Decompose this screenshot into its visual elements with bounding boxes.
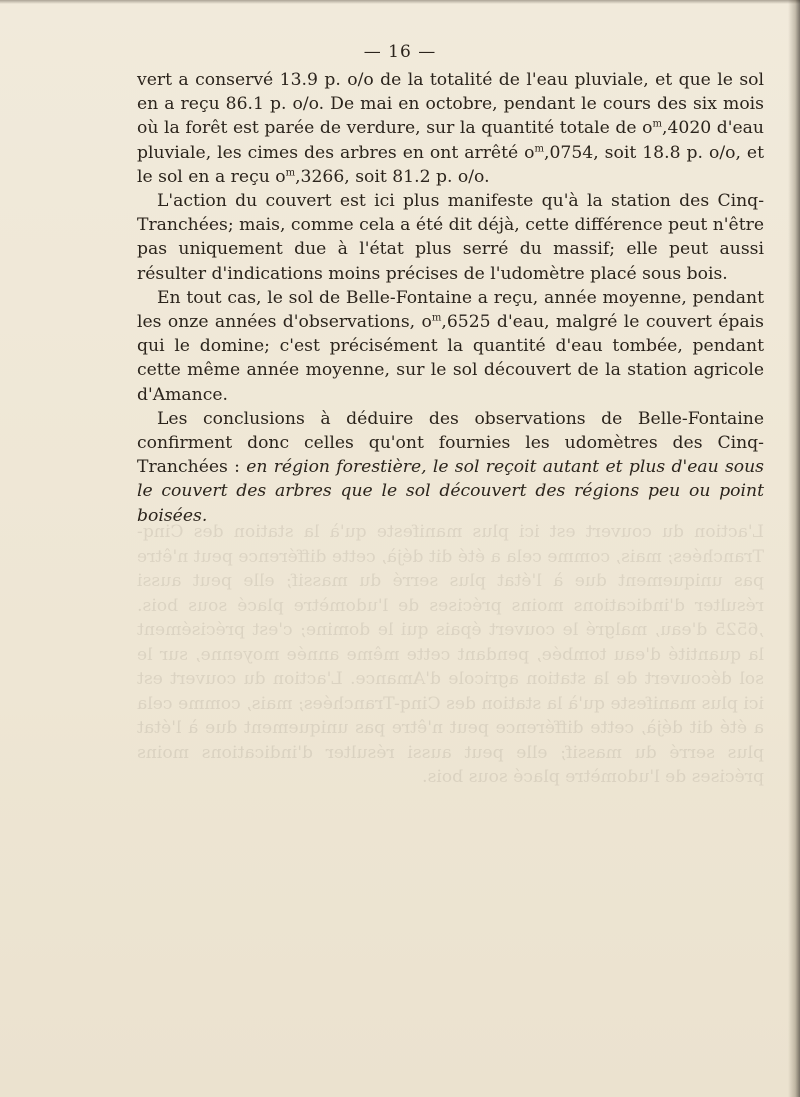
paragraph-1: [137, 68, 764, 189]
page-top-edge: [0, 0, 800, 4]
paragraph-1-text-b: ,4020 d'eau pluviale, les cimes des arbres en ont arrêté o: [137, 118, 764, 163]
unit-superscript: m: [431, 312, 442, 324]
paragraph-2: L'action du couvert est ici plus manifeste qu'à la station des Cinq-Tranchées; mais, comme cela a été dit déjà, cette différence peut n'être pas uniquement due à l'état plus serré du massif; elle peut aussi résulter d'indications moins précises de l'udomètre placé sous bois.: [137, 191, 764, 284]
paragraph-4: [137, 407, 764, 528]
paragraph-4-text: Les conclusions à déduire des observations de Belle-Fontaine confirment donc celles qu'ont fournies les udomètres des Cinq-Tranchées :: [137, 408, 764, 478]
page-number: — 16 —: [363, 42, 437, 62]
unit-superscript: m: [534, 142, 545, 154]
paragraph-3: [137, 286, 764, 407]
unit-superscript: m: [652, 118, 662, 130]
body-text: [137, 68, 764, 528]
paragraph-4-conclusion-italic: en région forestière, le sol reçoit autant et plus d'eau sous le couvert des arbres que le sol découvert des régions peu ou point boisées.: [137, 457, 765, 526]
paragraph-1-text-a: vert a conservé 13.9 p. o/o de la totalité de l'eau pluviale, et que le sol en a reçu 86.1 p. o/o. De mai en octobre, pendant le cours des six mois où la forêt est parée de verdure, sur la quantité totale de o: [137, 70, 764, 139]
unit-superscript: m: [285, 167, 296, 179]
page-binding-edge: [788, 0, 800, 1097]
paragraph-1-text-c: ,0754, soit 18.8 p. o/o, et le sol en a reçu o: [137, 142, 764, 187]
paragraph-1-text-d: ,3266, soit 81.2 p. o/o.: [295, 166, 490, 187]
paragraph-3-text-a: En tout cas, le sol de Belle-Fontaine a reçu, année moyenne, pendant les onze années d'observations, o: [137, 287, 764, 333]
paragraph-3-text-b: ,6525 d'eau, malgré le couvert épais qui le domine; c'est précisément la quantité d'eau tombée, pendant cette même année moyenne, sur le sol découvert de la station agricole d'Amance.: [137, 312, 764, 405]
